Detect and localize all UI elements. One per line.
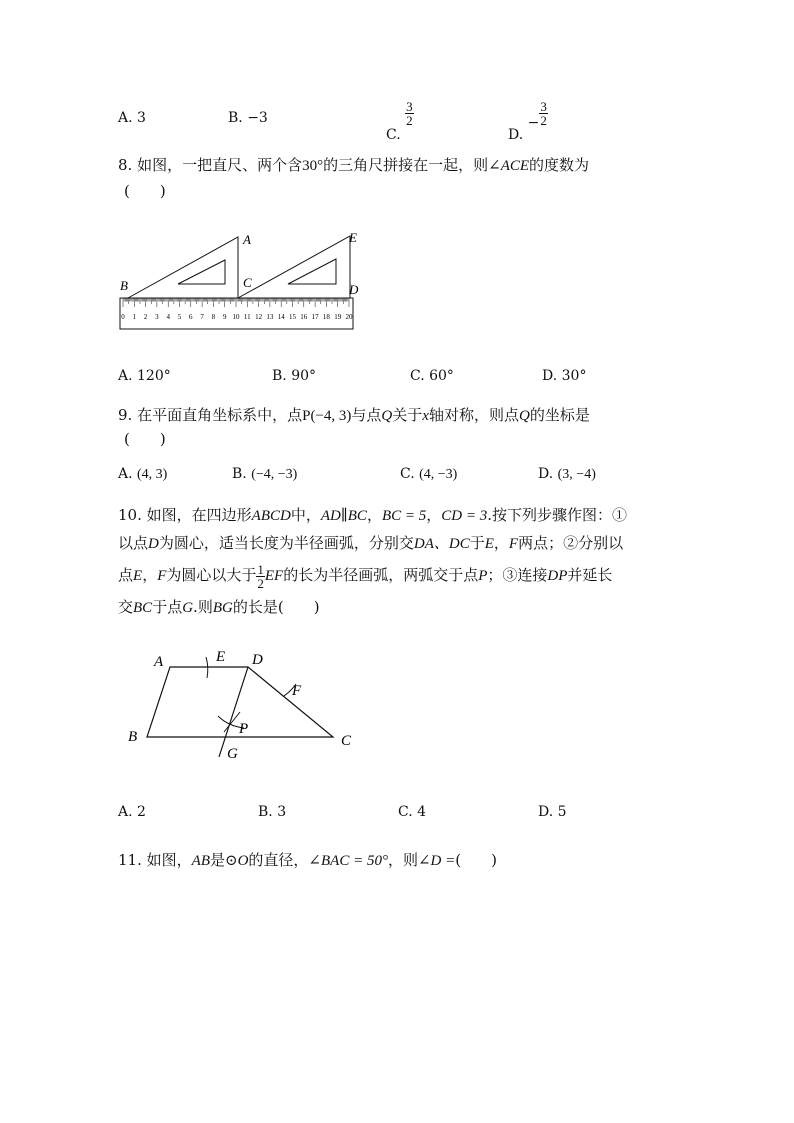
ruler-number: 7 [200, 313, 204, 321]
ruler-tick-marks [123, 298, 349, 307]
ruler-number: 17 [311, 313, 319, 321]
question-11-stem: 11. 如图，AB是⊙O的直径，∠BAC = 50°，则∠D =( ) [118, 851, 497, 869]
question-10-line-4: 交BC于点G.则BG的长是( ) [118, 598, 320, 616]
q8-option-b: B. 90° [272, 368, 317, 384]
ruler-number: 19 [334, 313, 342, 321]
label-A: A [243, 232, 251, 247]
label-P: P [239, 721, 249, 737]
q7-option-a: A. 3 [118, 110, 146, 126]
label-B: B [128, 729, 138, 745]
label-B: B [120, 278, 128, 293]
ruler-number: 18 [322, 313, 330, 321]
question-10-line-2: 以点D为圆心，适当长度为半径画弧，分别交DA、DC于E，F两点；②分别以 [118, 534, 624, 552]
label-D: D [252, 652, 263, 668]
label-G: G [227, 746, 238, 762]
ruler-number: 1 [132, 313, 137, 321]
triangle-2-inner [288, 259, 336, 284]
q10-option-b: B. 3 [258, 804, 287, 820]
question-10-line-1: 10. 如图，在四边形ABCD中，AD∥BC，BC = 5，CD = 3.按下列步骤作图：① [118, 506, 628, 524]
ruler-number: 11 [243, 313, 251, 321]
ruler-number: 13 [266, 313, 274, 321]
q10-option-a: A. 2 [118, 804, 146, 820]
label-C: C [341, 733, 352, 749]
ruler-number: 2 [143, 313, 148, 321]
ruler-number: 8 [211, 313, 216, 321]
label-D: D [349, 282, 359, 297]
q7-option-b: B. −3 [228, 110, 268, 126]
ruler-number: 16 [300, 313, 308, 321]
ruler-number: 0 [121, 313, 125, 321]
quadrilateral-figure [120, 640, 370, 770]
label-E: E [349, 230, 357, 245]
question-9-paren: ( ) [124, 430, 166, 448]
ruler-number: 9 [222, 313, 227, 321]
ruler-number: 10 [232, 313, 240, 321]
q10-option-d: D. 5 [538, 804, 567, 820]
segment-dg [219, 667, 248, 757]
q7-option-d: D. − $\frac{3}{2}$ [508, 99, 547, 143]
triangle-1-inner [178, 260, 225, 284]
q10-option-c: C. 4 [398, 804, 427, 820]
ruler-number: 4 [166, 313, 170, 321]
q9-option-a: A. (4, 3) [118, 466, 168, 482]
q9-option-b: B. (−4, −3) [232, 466, 298, 482]
triangle-2 [238, 236, 350, 298]
triangle-1 [128, 237, 238, 298]
q7-option-c: C. $\frac{3}{2}$ [386, 99, 413, 143]
ruler-number: 14 [277, 313, 285, 321]
ruler-number: 15 [289, 313, 296, 321]
q9-option-d: D. (3, −4) [538, 466, 596, 482]
question-8-stem: 8. 如图，一把直尺、两个含30°的三角尺拼接在一起，则∠ACE的度数为 [118, 156, 590, 174]
question-8-paren: ( ) [124, 182, 166, 200]
ruler-number: 12 [255, 313, 263, 321]
ruler-triangles-figure [110, 228, 370, 338]
label-E: E [216, 649, 226, 665]
label-C: C [243, 275, 252, 290]
q8-option-a: A. 120° [118, 368, 171, 384]
question-10-line-3: 点E，F为圆心以大于 $\frac{1}{2}$ EF的长为半径画弧，两弧交于点P；③连接DP并延长 [118, 561, 613, 591]
q9-option-c: C. (4, −3) [400, 466, 458, 482]
label-F: F [292, 683, 302, 699]
ruler-number: 5 [177, 313, 182, 321]
ruler-number: 20 [345, 313, 353, 321]
q8-option-c: C. 60° [410, 368, 454, 384]
question-9-stem: 9. 在平面直角坐标系中，点P(−4, 3)与点Q关于x轴对称，则点Q的坐标是 [118, 406, 590, 424]
label-A: A [154, 654, 164, 670]
ruler-number: 6 [189, 313, 193, 321]
ruler-number: 3 [155, 313, 159, 321]
q8-option-d: D. 30° [542, 368, 587, 384]
